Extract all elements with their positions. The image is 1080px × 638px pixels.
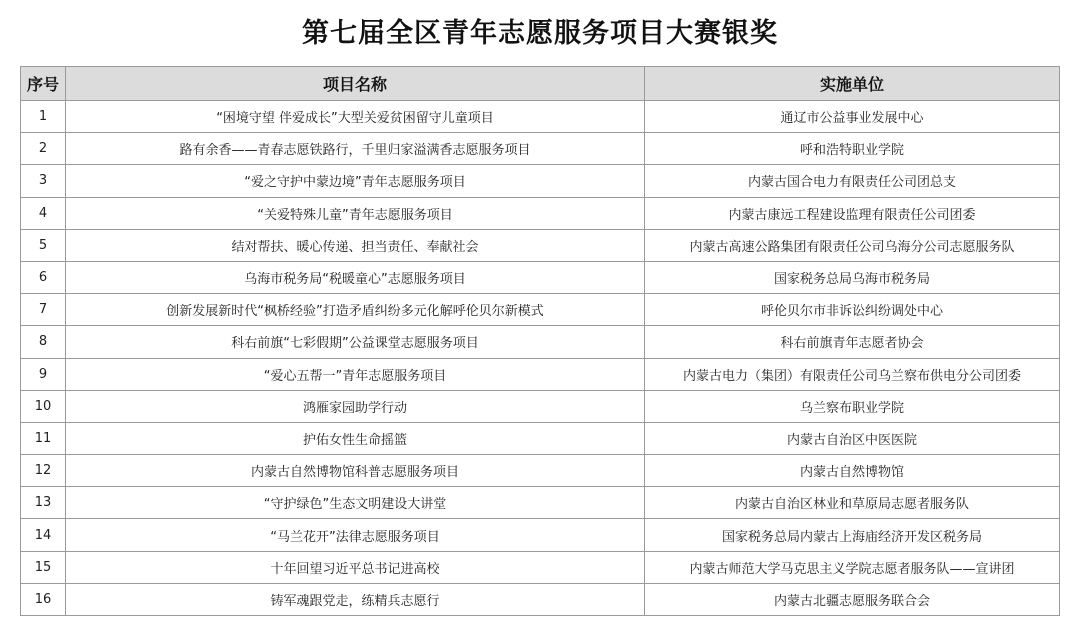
cell-unit: 内蒙古高速公路集团有限责任公司乌海分公司志愿服务队 (645, 229, 1060, 261)
cell-unit: 内蒙古国合电力有限责任公司团总支 (645, 165, 1060, 197)
cell-unit: 内蒙古电力（集团）有限责任公司乌兰察布供电分公司团委 (645, 358, 1060, 390)
table-row (21, 261, 1060, 293)
cell-no: 12 (21, 455, 66, 487)
cell-project-name: “爱之守护中蒙边境”青年志愿服务项目 (66, 165, 645, 197)
cell-project-name: 鸿雁家园助学行动 (66, 390, 645, 422)
cell-no: 3 (21, 165, 66, 197)
cell-unit: 内蒙古自治区林业和草原局志愿者服务队 (645, 487, 1060, 519)
cell-unit: 内蒙古师范大学马克思主义学院志愿者服务队——宣讲团 (645, 551, 1060, 583)
cell-project-name: 创新发展新时代“枫桥经验”打造矛盾纠纷多元化解呼伦贝尔新模式 (66, 294, 645, 326)
cell-no: 15 (21, 551, 66, 583)
awards-table (20, 66, 1060, 616)
cell-no: 11 (21, 422, 66, 454)
table-row (21, 583, 1060, 615)
header-no: 序号 (21, 67, 66, 101)
cell-no: 2 (21, 133, 66, 165)
cell-unit: 内蒙古自治区中医医院 (645, 422, 1060, 454)
cell-unit: 内蒙古康远工程建设监理有限责任公司团委 (645, 197, 1060, 229)
cell-no: 8 (21, 326, 66, 358)
cell-unit: 呼伦贝尔市非诉讼纠纷调处中心 (645, 294, 1060, 326)
table-row (21, 294, 1060, 326)
cell-project-name: 路有余香——青春志愿铁路行，千里归家溢满香志愿服务项目 (66, 133, 645, 165)
table-row (21, 133, 1060, 165)
cell-project-name: 乌海市税务局“税暖童心”志愿服务项目 (66, 261, 645, 293)
cell-no: 4 (21, 197, 66, 229)
cell-project-name: “守护绿色”生态文明建设大讲堂 (66, 487, 645, 519)
cell-unit: 呼和浩特职业学院 (645, 133, 1060, 165)
table-row (21, 390, 1060, 422)
cell-project-name: “关爱特殊儿童”青年志愿服务项目 (66, 197, 645, 229)
table-row (21, 197, 1060, 229)
cell-no: 5 (21, 229, 66, 261)
cell-no: 14 (21, 519, 66, 551)
page-title: 第七届全区青年志愿服务项目大赛银奖 (302, 18, 778, 49)
cell-project-name: “马兰花开”法律志愿服务项目 (66, 519, 645, 551)
cell-unit: 内蒙古北疆志愿服务联合会 (645, 583, 1060, 615)
cell-no: 16 (21, 583, 66, 615)
cell-no: 6 (21, 261, 66, 293)
table-row (21, 165, 1060, 197)
cell-unit: 国家税务总局乌海市税务局 (645, 261, 1060, 293)
cell-project-name: “困境守望 伴爱成长”大型关爱贫困留守儿童项目 (66, 101, 645, 133)
table-row (21, 455, 1060, 487)
cell-project-name: 结对帮扶、暖心传递、担当责任、奉献社会 (66, 229, 645, 261)
cell-project-name: 科右前旗“七彩假期”公益课堂志愿服务项目 (66, 326, 645, 358)
table-row (21, 101, 1060, 133)
table-row (21, 422, 1060, 454)
cell-unit: 科右前旗青年志愿者协会 (645, 326, 1060, 358)
table-row (21, 487, 1060, 519)
table-row (21, 519, 1060, 551)
header-unit: 实施单位 (645, 67, 1060, 101)
cell-no: 10 (21, 390, 66, 422)
cell-no: 1 (21, 101, 66, 133)
cell-project-name: 内蒙古自然博物馆科普志愿服务项目 (66, 455, 645, 487)
cell-project-name: “爱心五帮一”青年志愿服务项目 (66, 358, 645, 390)
cell-unit: 乌兰察布职业学院 (645, 390, 1060, 422)
table-row (21, 326, 1060, 358)
cell-unit: 通辽市公益事业发展中心 (645, 101, 1060, 133)
cell-project-name: 铸军魂跟党走，练精兵志愿行 (66, 583, 645, 615)
cell-project-name: 护佑女性生命摇篮 (66, 422, 645, 454)
table-row (21, 358, 1060, 390)
cell-no: 9 (21, 358, 66, 390)
cell-project-name: 十年回望习近平总书记进高校 (66, 551, 645, 583)
cell-unit: 内蒙古自然博物馆 (645, 455, 1060, 487)
header-project-name: 项目名称 (66, 67, 645, 101)
cell-no: 13 (21, 487, 66, 519)
cell-no: 7 (21, 294, 66, 326)
cell-unit: 国家税务总局内蒙古上海庙经济开发区税务局 (645, 519, 1060, 551)
table-header-row (21, 67, 1060, 101)
table-row (21, 551, 1060, 583)
table-row (21, 229, 1060, 261)
